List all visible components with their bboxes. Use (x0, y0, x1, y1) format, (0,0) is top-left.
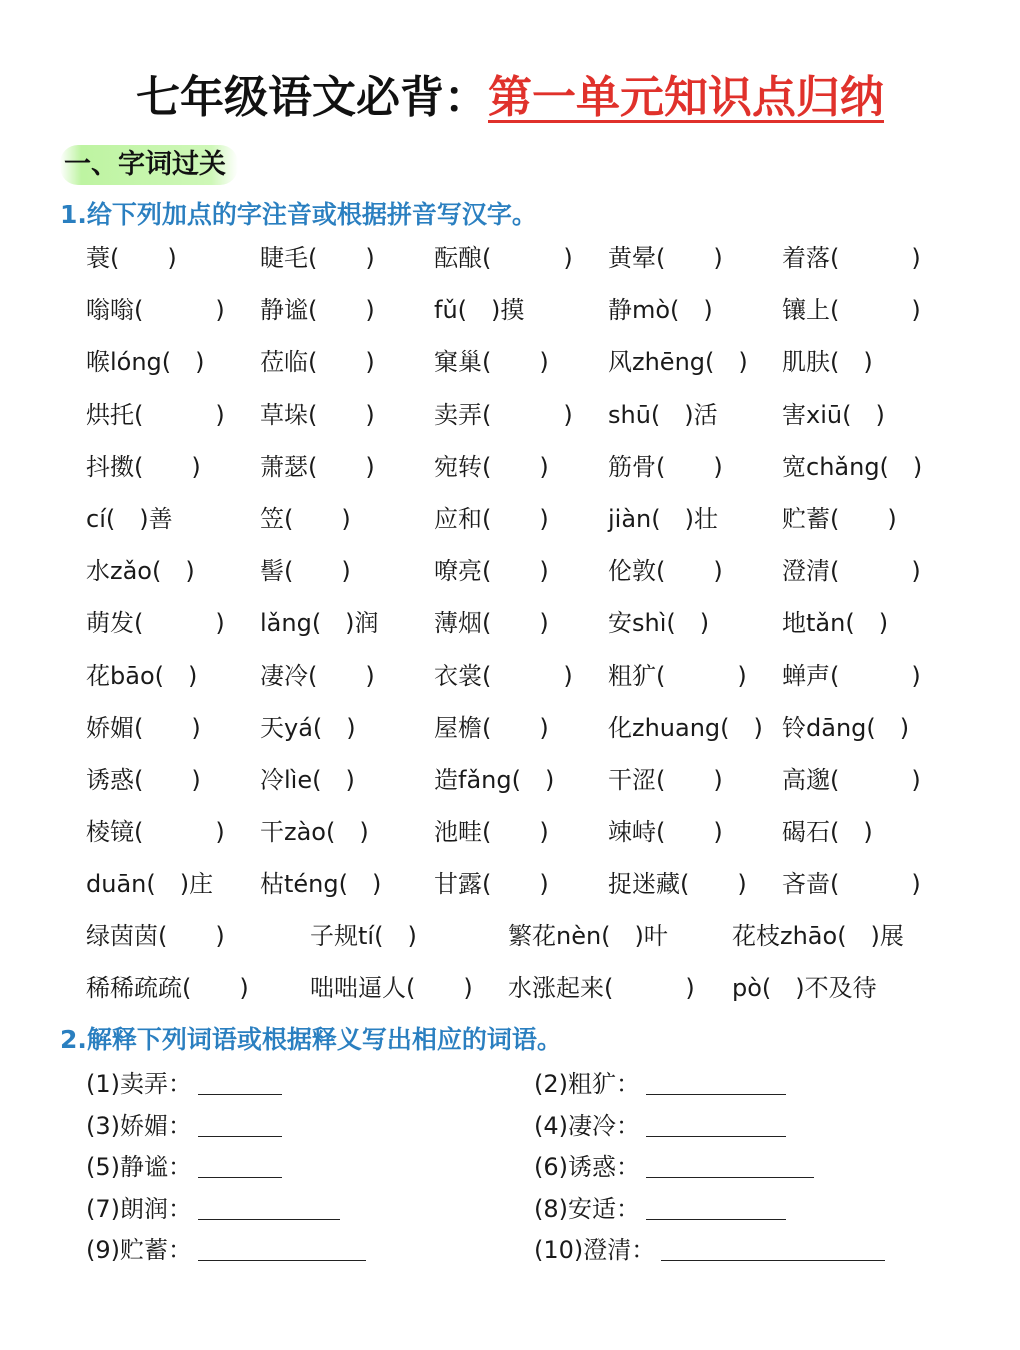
vocab-item: 筋骨( ) (608, 452, 723, 481)
vocab-item: 干涩( ) (608, 765, 723, 794)
vocab-item: 碣石( ) (782, 818, 873, 847)
answer-blank[interactable] (646, 1218, 786, 1220)
vocab-item: 安shì( ) (608, 609, 710, 638)
vocab-item: 高邈( ) (782, 765, 921, 794)
vocab-item: 地tǎn( ) (782, 609, 889, 638)
definition-label: (7)朗润： (86, 1194, 192, 1223)
vocab-item: 诱惑( ) (86, 765, 201, 794)
vocab-item: 凄冷( ) (260, 661, 375, 690)
vocab-item: lǎng( )润 (260, 609, 379, 638)
vocab-item: 着落( ) (782, 244, 921, 272)
vocab-item: 造fǎng( ) (434, 765, 555, 794)
question-2-definitions (86, 1063, 966, 1270)
vocab-item: 枯téng( ) (260, 870, 382, 899)
vocab-item: 喉lóng( ) (86, 348, 205, 377)
vocab-item: 繁花nèn( )叶 (508, 922, 668, 950)
definition-item (534, 1187, 966, 1228)
vocab-item: fǔ( )摸 (434, 296, 525, 325)
definition-label: (10)澄清： (534, 1235, 656, 1264)
title-main: 七年级语文必背： (136, 72, 488, 123)
vocab-item: 花枝zhāo( )展 (732, 922, 904, 950)
vocab-item: 卖弄( ) (434, 400, 573, 429)
vocab-item: pò( )不及待 (732, 974, 877, 1002)
answer-blank[interactable] (661, 1259, 885, 1261)
vocab-item: 咄咄逼人( ) (310, 974, 473, 1002)
definition-item (534, 1063, 966, 1104)
vocab-item: 宽chǎng( ) (782, 452, 923, 481)
vocab-item: 酝酿( ) (434, 244, 573, 272)
vocab-item: 吝啬( ) (782, 870, 921, 899)
vocab-item: 冷lìe( ) (260, 765, 355, 794)
vocab-item: shū( )活 (608, 400, 718, 429)
vocab-item: 水zǎo( ) (86, 557, 195, 586)
vocab-item: 宛转( ) (434, 452, 549, 481)
vocab-item: 萌发( ) (86, 609, 225, 638)
vocab-item: 竦峙( ) (608, 818, 723, 847)
vocab-item: 干zào( ) (260, 818, 369, 847)
definition-item (534, 1229, 966, 1270)
vocab-item: 嗡嗡( ) (86, 296, 225, 325)
answer-blank[interactable] (646, 1093, 786, 1095)
vocab-item: 棱镜( ) (86, 818, 225, 847)
answer-blank[interactable] (646, 1135, 786, 1137)
answer-blank[interactable] (198, 1135, 282, 1137)
vocab-item: 娇媚( ) (86, 713, 201, 742)
vocab-item: 笠( ) (260, 504, 351, 533)
vocab-item: 池畦( ) (434, 818, 549, 847)
vocab-item: 草垛( ) (260, 400, 375, 429)
vocab-item: 蝉声( ) (782, 661, 921, 690)
question-1-wide-row (86, 910, 966, 962)
section-heading: 一、字词过关 (60, 145, 238, 185)
answer-blank[interactable] (646, 1176, 814, 1178)
definition-label: (8)安适： (534, 1194, 640, 1223)
definition-item (86, 1229, 534, 1270)
question-2-title: 2.解释下列词语或根据释义写出相应的词语。 (60, 1025, 562, 1054)
answer-blank[interactable] (198, 1176, 282, 1178)
definition-label: (1)卖弄： (86, 1070, 192, 1099)
vocab-item: 萧瑟( ) (260, 452, 375, 481)
vocab-item: 贮蓄( ) (782, 504, 897, 533)
vocab-item: 髻( ) (260, 557, 351, 586)
vocab-item: 薄烟( ) (434, 609, 549, 638)
question-1-grid (86, 232, 966, 910)
vocab-item: 屋檐( ) (434, 713, 549, 742)
vocab-item: 睫毛( ) (260, 244, 375, 272)
question-1-wide-row (86, 962, 966, 1014)
page-title (0, 68, 1020, 128)
answer-blank[interactable] (198, 1218, 340, 1220)
vocab-item: 烘托( ) (86, 400, 225, 429)
vocab-item: 子规tí( ) (310, 922, 417, 950)
vocab-item: jiàn( )壮 (608, 504, 718, 533)
vocab-item: 稀稀疏疏( ) (86, 974, 249, 1002)
vocab-item: 澄清( ) (782, 557, 921, 586)
vocab-item: 铃dāng( ) (782, 713, 910, 742)
vocab-item: 天yá( ) (260, 713, 356, 742)
answer-blank[interactable] (198, 1259, 366, 1261)
vocab-item: 静mò( ) (608, 296, 713, 325)
vocab-item: 抖擞( ) (86, 452, 201, 481)
definition-label: (6)诱惑： (534, 1153, 640, 1182)
vocab-item: 甘露( ) (434, 870, 549, 899)
vocab-item: 风zhēng( ) (608, 348, 748, 377)
vocab-item: 黄晕( ) (608, 244, 723, 272)
vocab-item: 嘹亮( ) (434, 557, 549, 586)
vocab-item: 花bāo( ) (86, 661, 198, 690)
definition-label: (9)贮蓄： (86, 1235, 192, 1264)
vocab-item: duān( )庄 (86, 870, 214, 899)
definition-label: (3)娇媚： (86, 1111, 192, 1140)
vocab-item: 化zhuang( ) (608, 713, 763, 742)
vocab-item: 镶上( ) (782, 296, 921, 325)
vocab-item: 蓑( ) (86, 244, 177, 272)
vocab-item: 静谧( ) (260, 296, 375, 325)
question-1-title: 1.给下列加点的字注音或根据拼音写汉字。 (60, 200, 537, 229)
definition-item (86, 1146, 534, 1187)
definition-item (86, 1104, 534, 1145)
vocab-item: 绿茵茵( ) (86, 922, 225, 950)
vocab-item: 害xiū( ) (782, 400, 885, 429)
definition-item (534, 1104, 966, 1145)
vocab-item: 捉迷藏( ) (608, 870, 747, 899)
definition-label: (2)粗犷： (534, 1070, 640, 1099)
definition-item (86, 1187, 534, 1228)
definition-item (534, 1146, 966, 1187)
vocab-item: 伦敦( ) (608, 557, 723, 586)
definition-label: (4)凄冷： (534, 1111, 640, 1140)
vocab-item: 应和( ) (434, 504, 549, 533)
vocab-item: 衣裳( ) (434, 661, 573, 690)
definition-label: (5)静谧： (86, 1153, 192, 1182)
vocab-item: 窠巢( ) (434, 348, 549, 377)
title-highlight: 第一单元知识点归纳 (488, 72, 884, 123)
definition-item (86, 1063, 534, 1104)
vocab-item: 粗犷( ) (608, 661, 747, 690)
answer-blank[interactable] (198, 1093, 282, 1095)
vocab-item: 水涨起来( ) (508, 974, 695, 1002)
vocab-item: cí( )善 (86, 504, 173, 533)
vocab-item: 肌肤( ) (782, 348, 873, 377)
vocab-item: 莅临( ) (260, 348, 375, 377)
